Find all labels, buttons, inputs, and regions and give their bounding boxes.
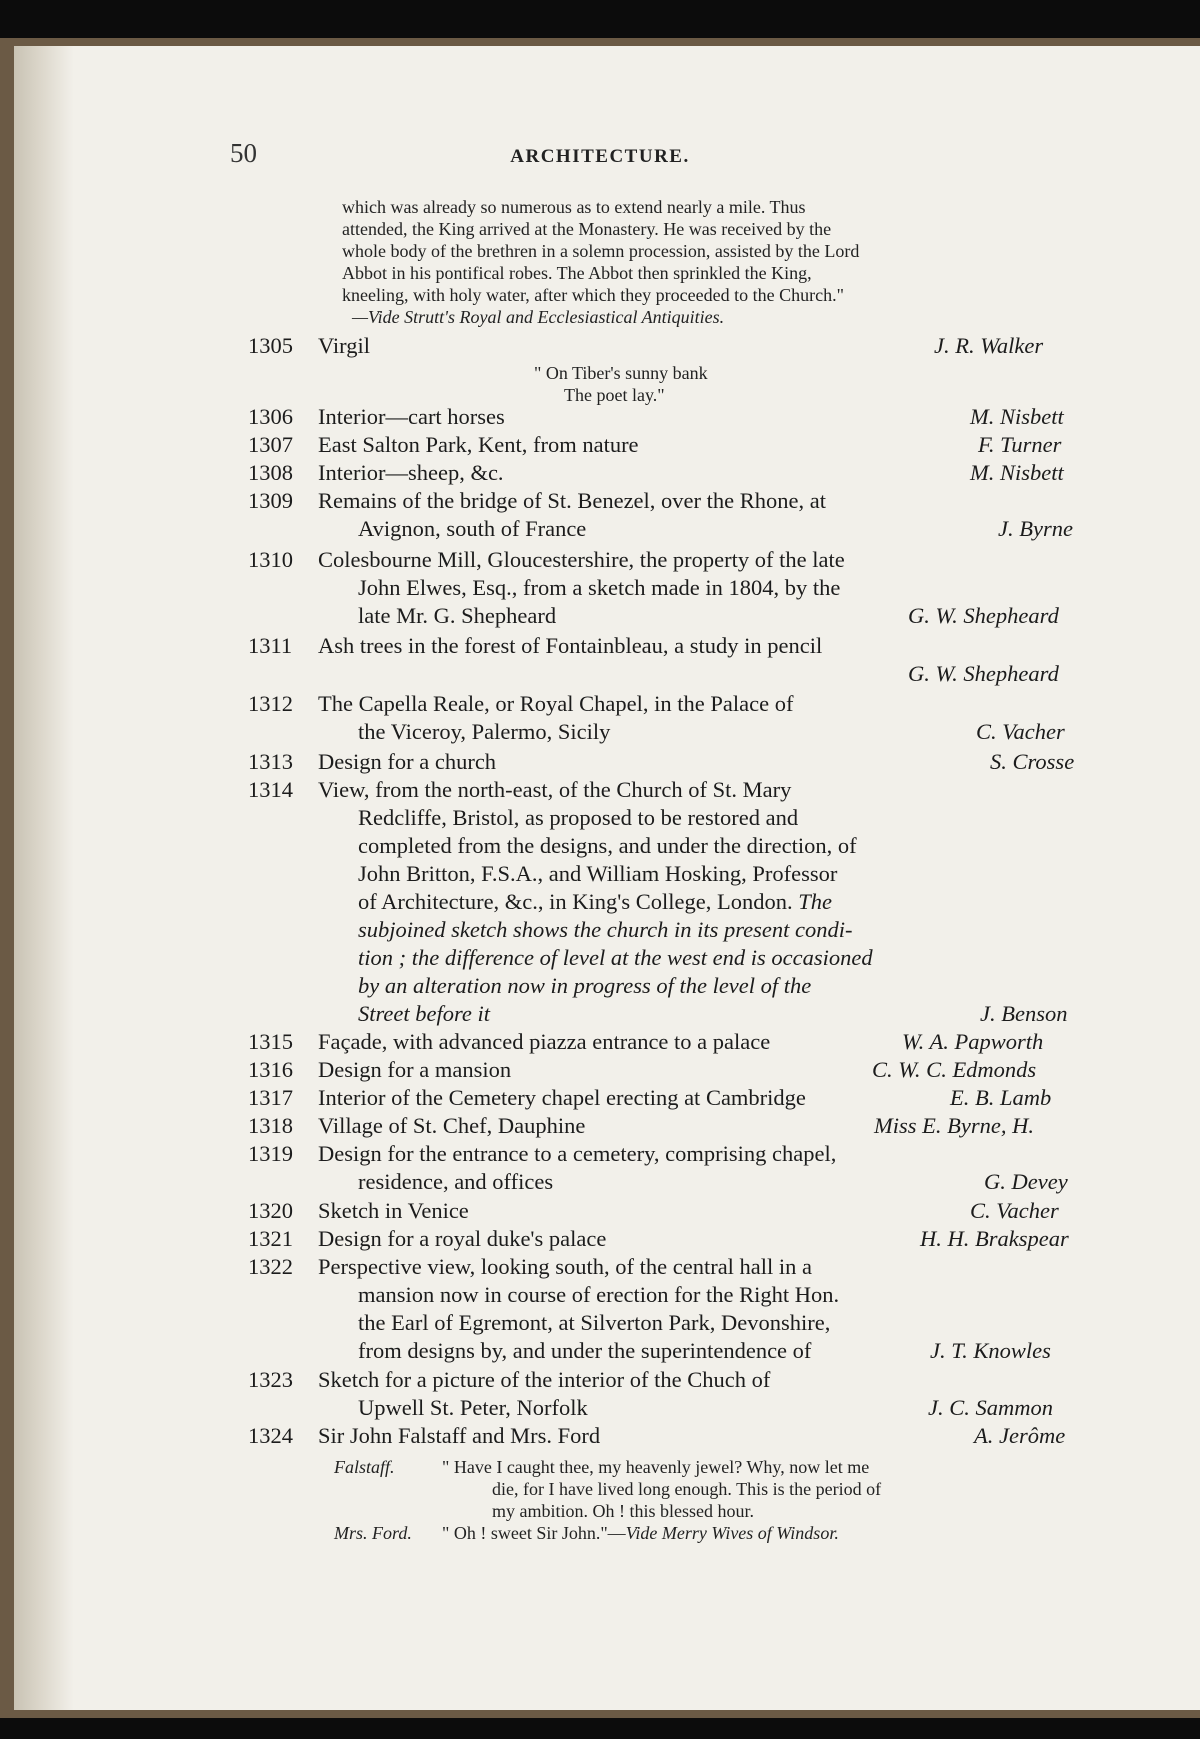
entry-number: 1315 <box>248 1029 293 1054</box>
entry-number: 1312 <box>248 691 293 716</box>
entry-title-cont: residence, and offices <box>358 1169 554 1194</box>
entry-artist: J. R. Walker <box>934 333 1044 358</box>
entry-number: 1313 <box>248 749 293 774</box>
catalogue-entry <box>248 487 1200 543</box>
entry-artist: F. Turner <box>978 432 1062 457</box>
entry-title-cont: late Mr. G. Shepheard <box>358 603 557 628</box>
entry-number: 1322 <box>248 1254 293 1279</box>
entry-title: Interior—sheep, &c. <box>318 460 504 485</box>
catalogue-entry <box>248 1028 1200 1056</box>
intro-line: attended, the King arrived at the Monastery. He was received by the <box>342 219 832 239</box>
catalogue-entry <box>248 776 1200 1028</box>
catalogue-entry <box>248 1140 1200 1196</box>
entry-title: Sketch for a picture of the interior of the Chuch of <box>318 1367 771 1392</box>
catalogue-entry <box>248 1084 1200 1112</box>
intro-paragraph <box>342 196 1012 328</box>
entry-note-line: by an alteration now in progress of the level of the <box>358 973 812 998</box>
page-gutter <box>14 46 74 1710</box>
entry-artist: J. Byrne <box>998 516 1073 541</box>
entry-number: 1321 <box>248 1226 293 1251</box>
entry-note-line: subjoined sketch shows the church in its present condi- <box>358 917 853 942</box>
running-header: ARCHITECTURE. <box>510 146 690 167</box>
entry-number: 1305 <box>248 333 293 358</box>
catalogue-entry <box>248 1422 1200 1450</box>
intro-line: kneeling, with holy water, after which they proceeded to the Church." <box>342 285 844 305</box>
entry-title-cont: the Earl of Egremont, at Silverton Park, Devonshire, <box>358 1310 831 1335</box>
entry-title: Village of St. Chef, Dauphine <box>318 1113 586 1138</box>
entry-artist: G. Devey <box>984 1169 1068 1194</box>
catalogue-entry <box>248 332 1200 360</box>
entry-title-cont: Redcliffe, Bristol, as proposed to be restored and <box>358 805 799 830</box>
entry-artist: J. C. Sammon <box>928 1395 1053 1420</box>
entry-number: 1310 <box>248 547 293 572</box>
catalogue-entry <box>248 1366 1200 1422</box>
entry-note-text: The <box>798 889 832 914</box>
entry-note-line: Street before it <box>358 1001 491 1026</box>
catalogue-entry <box>248 1197 1200 1225</box>
entry-title: Design for a royal duke's palace <box>318 1226 607 1251</box>
quote-line: " On Tiber's sunny bank <box>534 363 708 383</box>
intro-line: Abbot in his pontifical robes. The Abbot then sprinkled the King, <box>342 263 812 283</box>
entry-title: Colesbourne Mill, Gloucestershire, the property of the late <box>318 547 845 572</box>
entry-title-cont: John Britton, F.S.A., and William Hosking, Professor <box>358 861 838 886</box>
entry-number: 1314 <box>248 777 293 802</box>
entry-number: 1317 <box>248 1085 293 1110</box>
entry-artist: Miss E. Byrne, H. <box>874 1113 1034 1138</box>
entry-number: 1316 <box>248 1057 293 1082</box>
entry-title: Design for the entrance to a cemetery, comprising chapel, <box>318 1141 837 1166</box>
catalogue-entry <box>248 1225 1200 1253</box>
page-number: 50 <box>230 138 257 168</box>
entry-note-line: tion ; the difference of level at the west end is occasioned <box>358 945 873 970</box>
entry-title: Façade, with advanced piazza entrance to a palace <box>318 1029 771 1054</box>
entry-title: The Capella Reale, or Royal Chapel, in the Palace of <box>318 691 794 716</box>
entry-artist: M. Nisbett <box>970 460 1064 485</box>
entry-number: 1320 <box>248 1198 293 1223</box>
entry-artist: C. Vacher <box>970 1198 1059 1223</box>
quote-source: Vide Merry Wives of Windsor. <box>625 1523 839 1543</box>
entry-title: Interior of the Cemetery chapel erecting at Cambridge <box>318 1085 806 1110</box>
quote-line: my ambition. Oh ! this blessed hour. <box>492 1501 754 1521</box>
entry-title: Design for a church <box>318 749 497 774</box>
catalogue-entry <box>248 1056 1200 1084</box>
catalogue-entry <box>248 632 1200 686</box>
catalogue-entry <box>248 546 1200 630</box>
quote-row <box>334 1522 1014 1544</box>
entry-number: 1323 <box>248 1367 293 1392</box>
intro-citation: —Vide Strutt's Royal and Ecclesiastical Antiquities. <box>352 307 725 327</box>
quote-line: The poet lay." <box>564 385 665 405</box>
quote-line: die, for I have lived long enough. This is the period of <box>492 1479 882 1499</box>
entry-number: 1318 <box>248 1113 293 1138</box>
entry-title: Sketch in Venice <box>318 1198 469 1223</box>
entry-title: Virgil <box>318 333 370 358</box>
entry-title-cont: completed from the designs, and under the direction, of <box>358 833 857 858</box>
entry-number: 1306 <box>248 404 293 429</box>
entry-number: 1307 <box>248 432 293 457</box>
entry-artist: W. A. Papworth <box>902 1029 1044 1054</box>
entry-title: View, from the north-east, of the Church of St. Mary <box>318 777 792 802</box>
entry-title: Design for a mansion <box>318 1057 512 1082</box>
entry-title: Interior—cart horses <box>318 404 505 429</box>
speaker-label: Mrs. Ford. <box>334 1523 412 1543</box>
entry-number: 1324 <box>248 1423 293 1448</box>
entry-title-cont <box>358 888 1200 916</box>
entry-artist: M. Nisbett <box>970 404 1064 429</box>
entry-number: 1319 <box>248 1141 293 1166</box>
entry-title-cont: Upwell St. Peter, Norfolk <box>358 1395 588 1420</box>
entry-artist: G. W. Shepheard <box>908 603 1059 628</box>
entry-title-cont: from designs by, and under the superintendence of <box>358 1338 812 1363</box>
quote-row <box>334 1456 1014 1478</box>
entry-number: 1308 <box>248 460 293 485</box>
entry-artist: J. Benson <box>980 1001 1068 1026</box>
entry-title-cont: mansion now in course of erection for the Right Hon. <box>358 1282 840 1307</box>
entry-title: Perspective view, looking south, of the central hall in a <box>318 1254 813 1279</box>
catalogue-entry <box>248 403 1200 431</box>
virgil-quote <box>534 362 708 406</box>
entry-artist: H. H. Brakspear <box>920 1226 1069 1251</box>
entry-artist: J. T. Knowles <box>930 1338 1051 1363</box>
entry-title: Remains of the bridge of St. Benezel, over the Rhone, at <box>318 488 826 513</box>
catalogue-entry <box>248 748 1200 776</box>
entry-artist: C. Vacher <box>976 719 1065 744</box>
intro-line: whole body of the brethren in a solemn procession, assisted by the Lord <box>342 241 860 261</box>
entry-title-cont: John Elwes, Esq., from a sketch made in 1804, by the <box>358 575 841 600</box>
entry-artist: E. B. Lamb <box>950 1085 1052 1110</box>
catalogue-entry <box>248 459 1200 487</box>
entry-title: Sir John Falstaff and Mrs. Ford <box>318 1423 601 1448</box>
catalogue-entry <box>248 690 1200 746</box>
entry-artist: C. W. C. Edmonds <box>872 1057 1037 1082</box>
catalogue-entry <box>248 1253 1200 1365</box>
entry-title-cont-text: of Architecture, &c., in King's College, London. <box>358 889 793 914</box>
falstaff-quote <box>334 1456 1014 1544</box>
catalogue-entry <box>248 431 1200 459</box>
quote-text: " Oh ! sweet Sir John."— <box>442 1523 626 1543</box>
quote-line <box>442 1522 839 1544</box>
intro-line: which was already so numerous as to extend nearly a mile. Thus <box>342 197 806 217</box>
entry-title-cont: Avignon, south of France <box>358 516 587 541</box>
entry-artist: A. Jerôme <box>974 1423 1066 1448</box>
entry-number: 1311 <box>248 633 293 658</box>
entry-artist: G. W. Shepheard <box>908 661 1059 686</box>
catalogue-entry <box>248 1112 1200 1140</box>
quote-line: " Have I caught thee, my heavenly jewel? Why, now let me <box>442 1457 870 1477</box>
entry-title: East Salton Park, Kent, from nature <box>318 432 639 457</box>
entry-title-cont: the Viceroy, Palermo, Sicily <box>358 719 611 744</box>
entry-number: 1309 <box>248 488 293 513</box>
entry-title: Ash trees in the forest of Fontainbleau, a study in pencil <box>318 633 823 658</box>
entry-artist: S. Crosse <box>990 749 1075 774</box>
speaker-label: Falstaff. <box>334 1457 395 1477</box>
